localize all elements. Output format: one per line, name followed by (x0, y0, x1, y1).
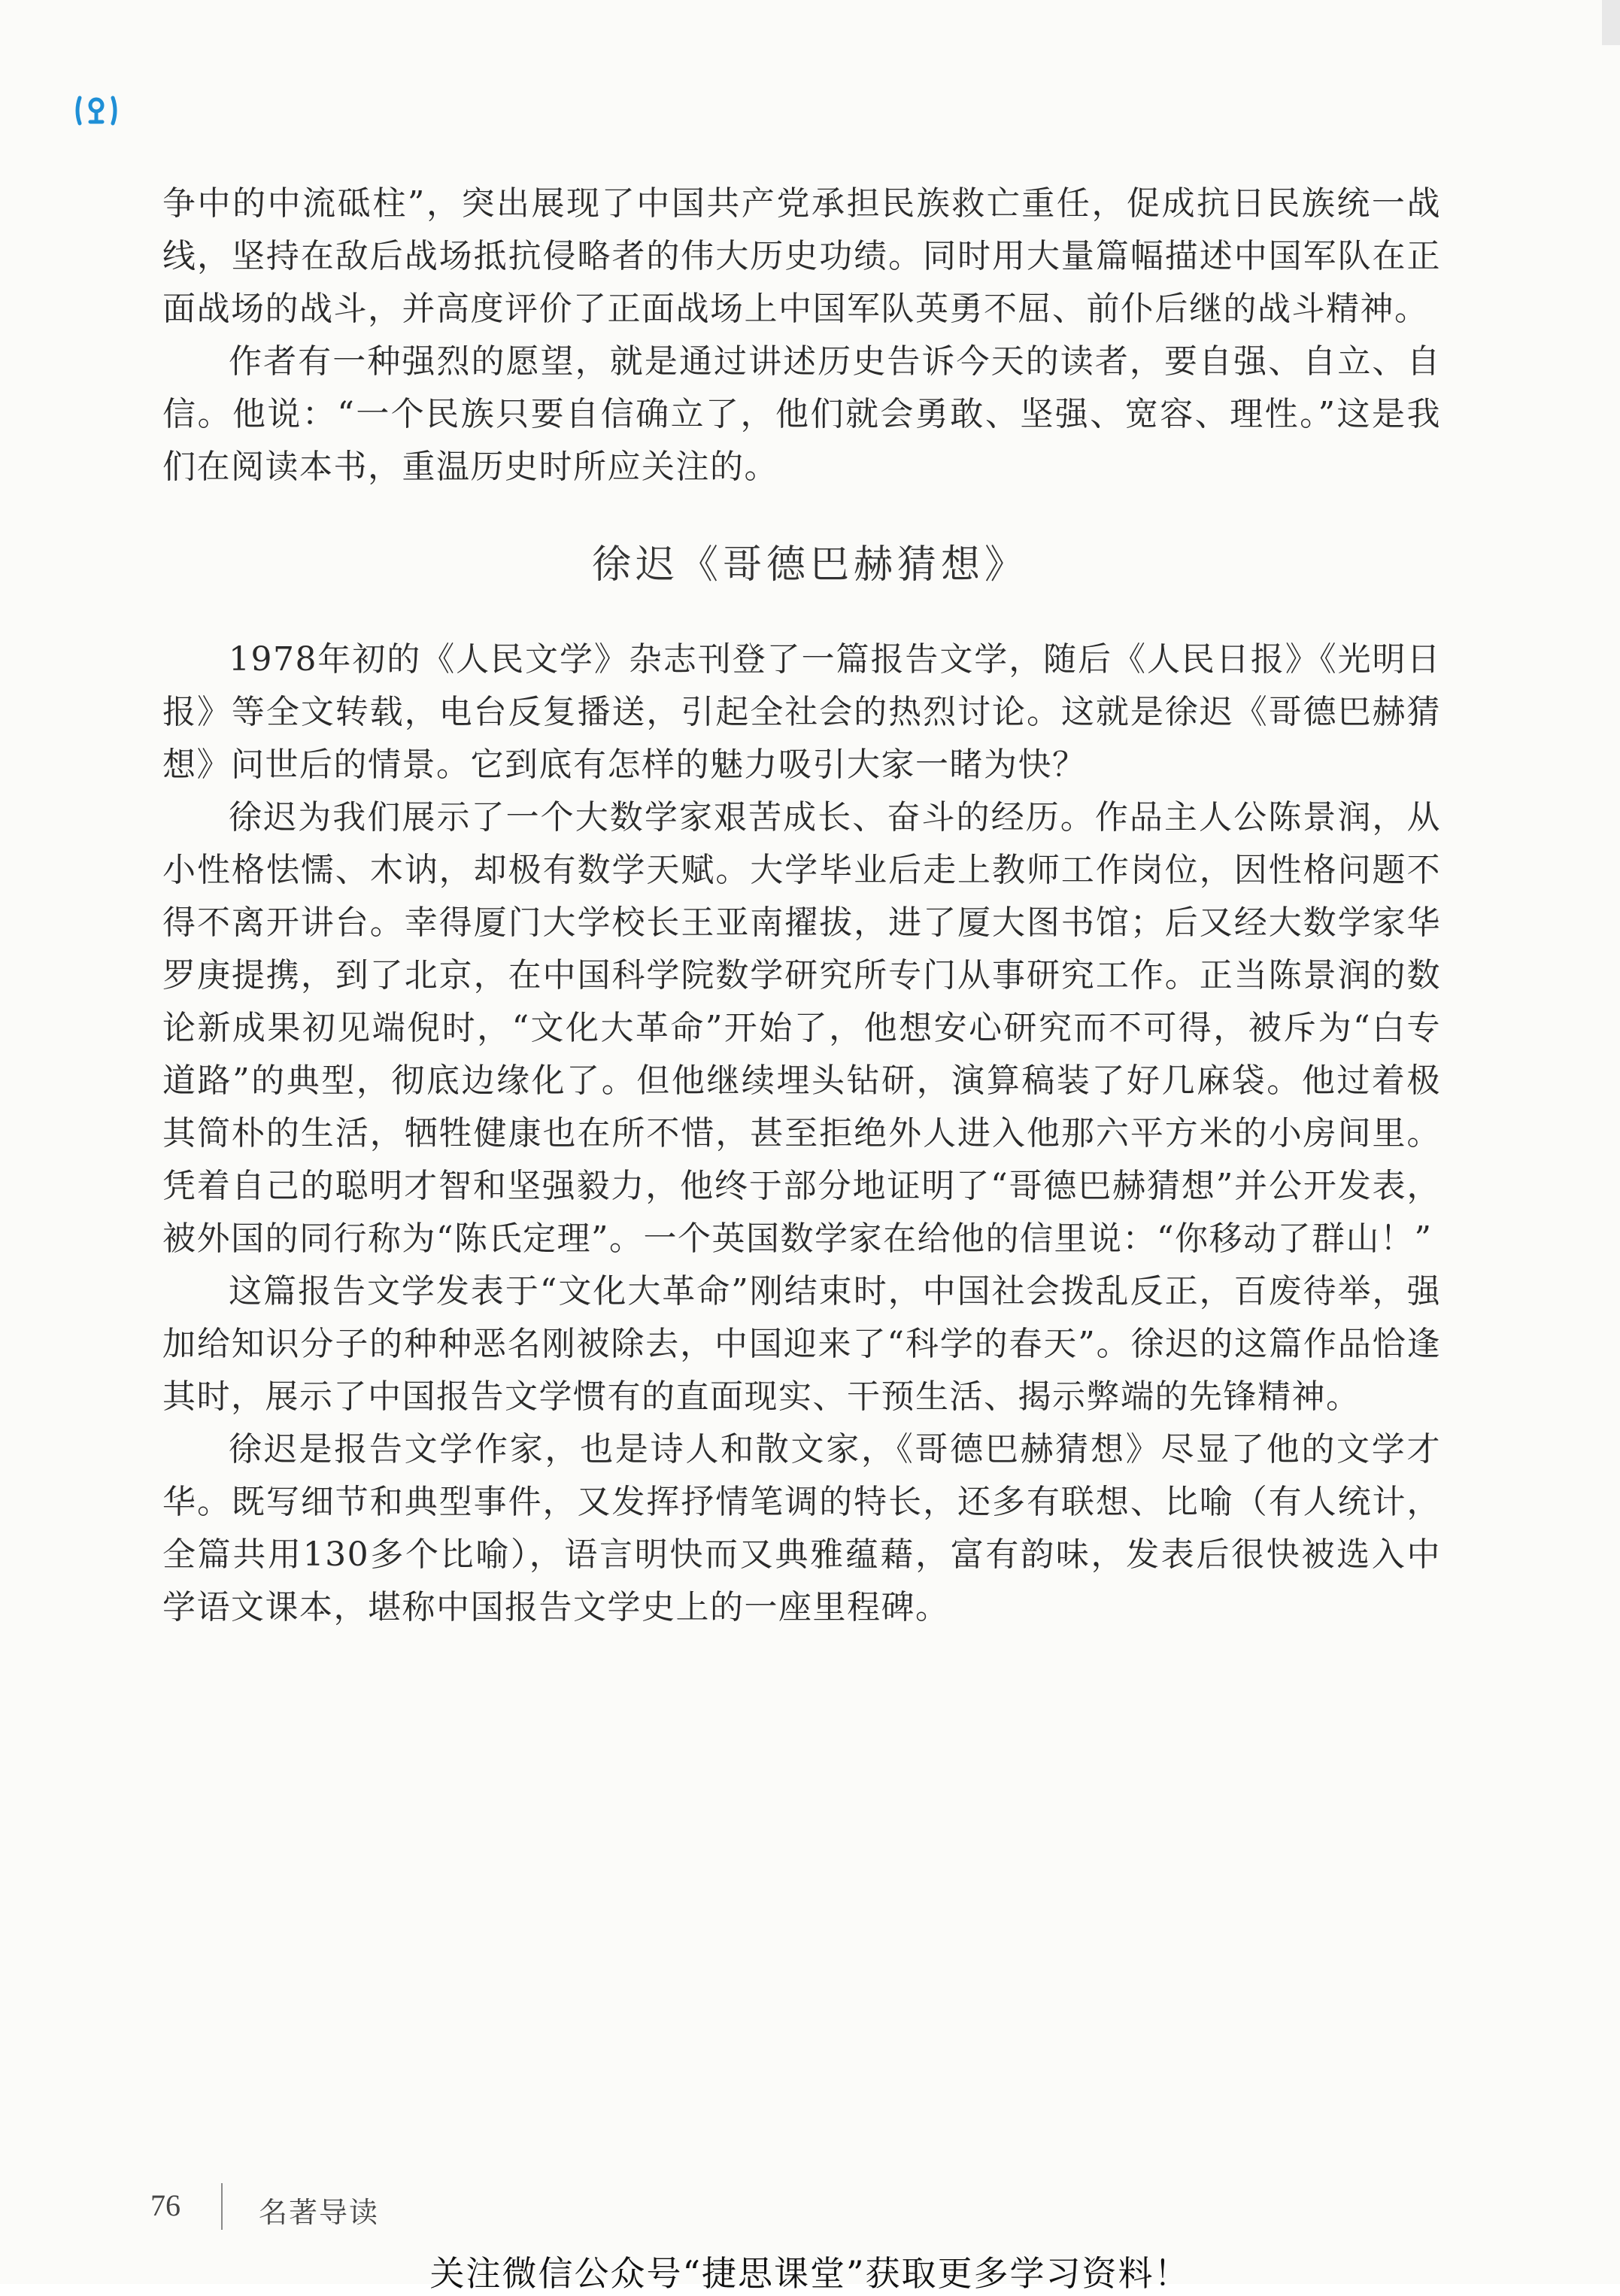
section-paragraph-3: 这篇报告文学发表于“文化大革命”刚结束时，中国社会拨乱反正，百废待举，强加给知识分子的种种恶名刚被除去，中国迎来了“科学的春天”。徐迟的这篇作品恰逢其时，展示了中国报告文学惯有的直面现实、干预生活、揭示弊端的先锋精神。 (162, 1272, 1441, 1416)
section-paragraph-1: 1978年初的《人民文学》杂志刊登了一篇报告文学，随后《人民日报》《光明日报》等全文转载，电台反复播送，引起全社会的热烈讨论。这就是徐迟《哥德巴赫猜想》问世后的情景。它到底有怎样的魅力吸引大家一睹为快？ (162, 640, 1441, 784)
reading-guide-icon (74, 93, 119, 128)
top-section (162, 178, 1441, 494)
watermark-text: 关注微信公众号“捷思课堂”获取更多学习资料！ (429, 2253, 1191, 2294)
footer-book-title: 名著导读 (259, 2196, 380, 2229)
footer-divider (221, 2183, 223, 2230)
top-paragraph-1: 争中的中流砥柱”，突出展现了中国共产党承担民族救亡重任，促成抗日民族统一战线，坚持在敌后战场抵抗侵略者的伟大历史功绩。同时用大量篇幅描述中国军队在正面战场的战斗，并高度评价了正面战场上中国军队英勇不屈、前仆后继的战斗精神。 (162, 184, 1441, 328)
section-title: 徐迟《哥德巴赫猜想》 (591, 542, 1028, 588)
page-edge-tab (1602, 0, 1620, 45)
section-paragraph-4: 徐迟是报告文学作家，也是诗人和散文家，《哥德巴赫猜想》尽显了他的文学才华。既写细节和典型事件，又发挥抒情笔调的特长，还多有联想、比喻（有人统计，全篇共用130多个比喻），语言明快而又典雅蕴藉，富有韵味，发表后很快被选入中学语文课本，堪称中国报告文学史上的一座里程碑。 (162, 1430, 1441, 1626)
top-paragraph-2: 作者有一种强烈的愿望，就是通过讲述历史告诉今天的读者，要自强、自立、自信。他说：“一个民族只要自信确立了，他们就会勇敢、坚强、宽容、理性。”这是我们在阅读本书，重温历史时所应关注的。 (162, 342, 1441, 486)
section-body (162, 633, 1441, 1634)
section-paragraph-2: 徐迟为我们展示了一个大数学家艰苦成长、奋斗的经历。作品主人公陈景润，从小性格怯懦、木讷，却极有数学天赋。大学毕业后走上教师工作岗位，因性格问题不得不离开讲台。幸得厦门大学校长王亚南擢拔，进了厦大图书馆；后又经大数学家华罗庚提携，到了北京，在中国科学院数学研究所专门从事研究工作。正当陈景润的数论新成果初见端倪时，“文化大革命”开始了，他想安心研究而不可得，被斥为“白专道路”的典型，彻底边缘化了。但他继续埋头钻研，演算稿装了好几麻袋。他过着极其简朴的生活，牺牲健康也在所不惜，甚至拒绝外人进入他那六平方米的小房间里。凭着自己的聪明才智和坚强毅力，他终于部分地证明了“哥德巴赫猜想”并公开发表，被外国的同行称为“陈氏定理”。一个英国数学家在给他的信里说：“你移动了群山！” (162, 798, 1441, 1258)
page-number: 76 (150, 2188, 181, 2222)
